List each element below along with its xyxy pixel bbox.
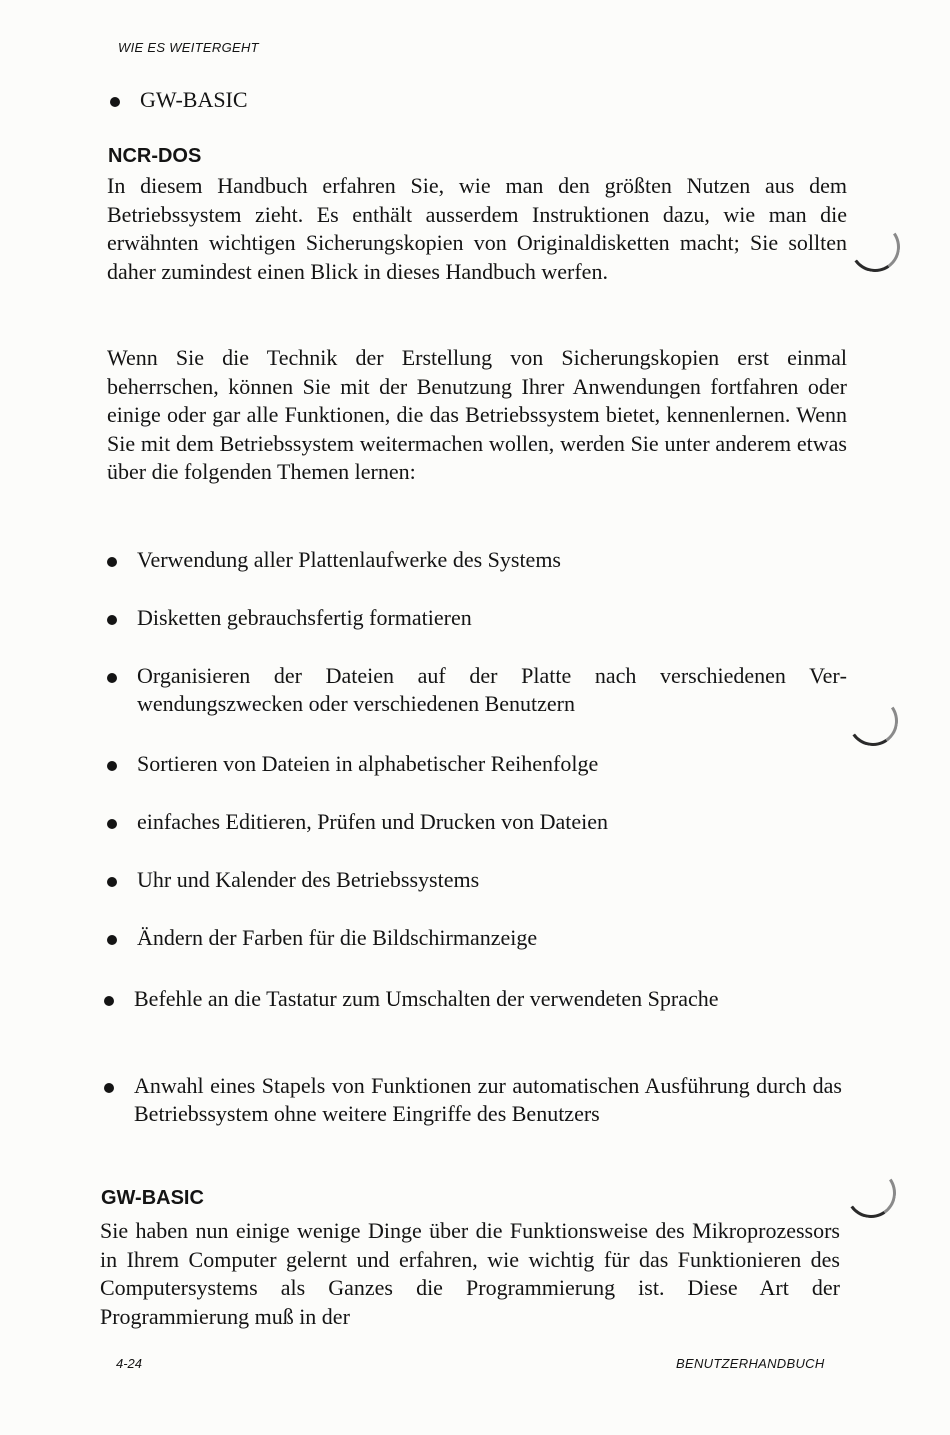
list-item-text: Sortieren von Dateien in alphabetischer Reihenfolge: [137, 751, 599, 776]
bullet-icon: [110, 97, 120, 107]
bullet-icon: [107, 673, 117, 683]
bullet-icon: [104, 996, 114, 1006]
list-item-text: Ändern der Farben für die Bildschirmanzeige: [137, 925, 538, 950]
list-item-text: GW-BASIC: [140, 87, 248, 112]
list-item-text: Disketten gebrauchsfertig formatieren: [137, 605, 472, 630]
punch-hole-mark: [846, 218, 904, 276]
list-item-text: Befehle an die Tastatur zum Umschalten der verwendeten Sprache: [134, 986, 719, 1011]
running-header: WIE ES WEITERGEHT: [118, 40, 259, 55]
punch-hole-mark: [842, 1164, 900, 1222]
section-heading-ncr-dos: NCR-DOS: [108, 145, 202, 167]
section-heading-gw-basic: GW-BASIC: [101, 1187, 204, 1209]
page-number: 4-24: [116, 1356, 143, 1371]
list-item-text: Anwahl eines Stapels von Funktionen zur automatischen Ausführung durch das Betriebssystem ohne weitere Eingriffe des Benutzers: [134, 1073, 842, 1126]
bullet-icon: [107, 557, 117, 567]
bullet-icon: [107, 935, 117, 945]
list-item-text: Uhr und Kalender des Betriebssystems: [137, 867, 480, 892]
list-item-text: Organisieren der Dateien auf der Platte nach verschiedenen Verwendungszwecken oder verschiedenen Benutzern: [137, 663, 847, 716]
list-item-text: einfaches Editieren, Prüfen und Drucken von Dateien: [137, 809, 608, 834]
bullet-icon: [107, 877, 117, 887]
punch-hole-mark: [844, 692, 902, 750]
bullet-icon: [107, 615, 117, 625]
list-item-text: Verwendung aller Plattenlaufwerke des Systems: [137, 547, 561, 572]
ncr-dos-paragraph-1: In diesem Handbuch erfahren Sie, wie man den größten Nutzen aus dem Betriebssystem zieht. Es enthält ausserdem Instruktionen dazu, wie man die erwähnten wichtigen Sicherungskopien von Originaldisketten macht; Sie sollten daher zumindest einen Blick in dieses Handbuch werfen.: [107, 173, 847, 284]
gw-basic-paragraph: Sie haben nun einige wenige Dinge über die Funktionsweise des Mikroprozessors in Ihrem Computer gelernt und erfahren, wie wichtig für das Funktionieren des Computersystems als Ganzes die Programmierung ist. Diese Art der Programmierung muß in der: [100, 1218, 840, 1329]
bullet-icon: [104, 1083, 114, 1093]
ncr-dos-paragraph-2: Wenn Sie die Technik der Erstellung von Sicherungskopien erst einmal beherrschen, können Sie mit der Benutzung Ihrer Anwendungen fortfahren oder einige oder gar alle Funktionen, die das Betriebssystem bietet, kennenlernen. Wenn Sie mit dem Betriebssystem weitermachen wollen, werden Sie unter anderem etwas über die folgenden Themen lernen:: [107, 345, 847, 485]
bullet-icon: [107, 761, 117, 771]
bullet-icon: [107, 819, 117, 829]
footer-title: BENUTZERHANDBUCH: [676, 1356, 825, 1371]
